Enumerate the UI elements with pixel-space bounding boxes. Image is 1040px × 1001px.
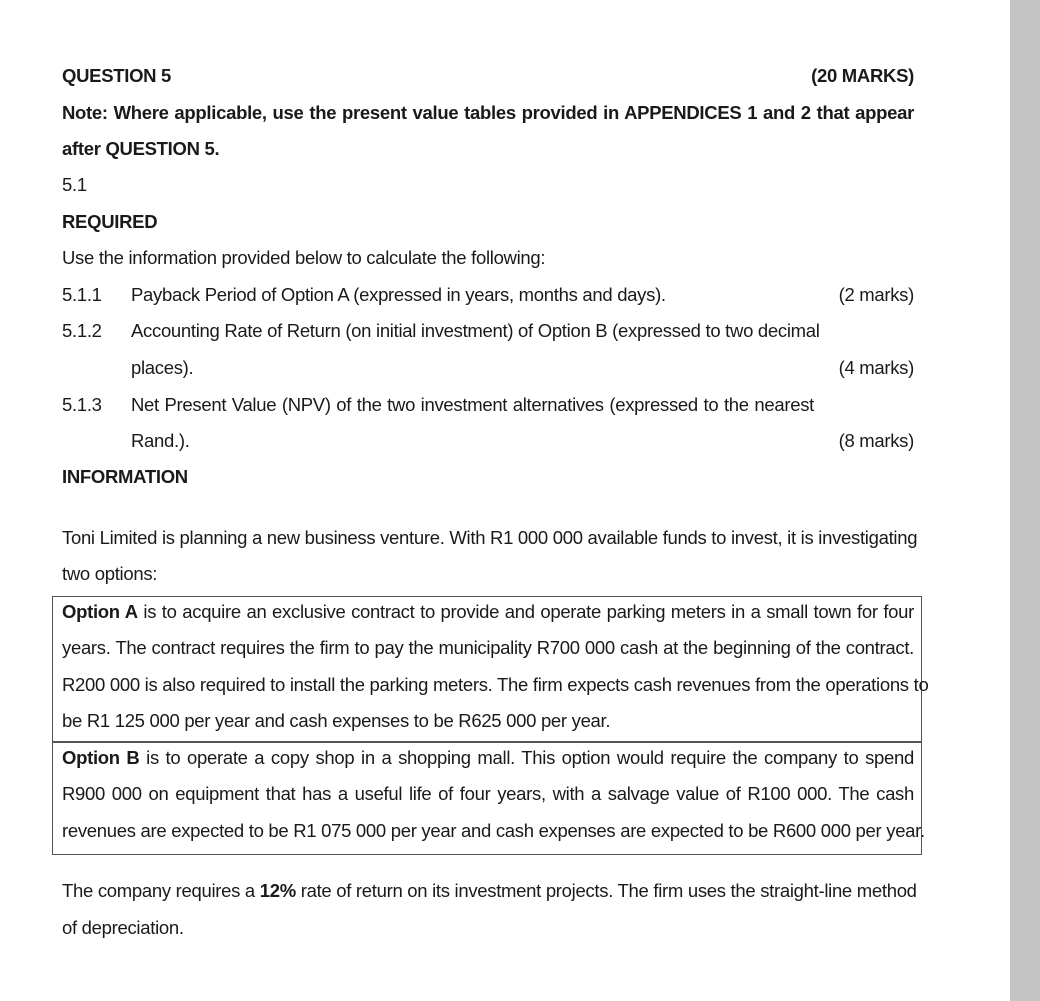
option-b-line-3: revenues are expected to be R1 075 000 per year and cash expenses are expected to be R600 000 per year. <box>62 820 925 841</box>
item-text: Accounting Rate of Return (on initial investment) of Option B (expressed to two decimal <box>131 320 820 341</box>
information-heading: INFORMATION <box>62 466 188 487</box>
closing-line-1 <box>62 879 917 903</box>
option-b-label: Option B <box>62 747 140 768</box>
item-text-continued: Rand.). <box>131 430 190 451</box>
intro-line-1: Toni Limited is planning a new business venture. With R1 000 000 available funds to invest, it is investigating <box>62 527 918 548</box>
required-item-5-1-3 <box>62 393 914 417</box>
option-a-line-3: R200 000 is also required to install the parking meters. The firm expects cash revenues from the operations to <box>62 674 929 695</box>
option-a-line-4: be R1 125 000 per year and cash expenses to be R625 000 per year. <box>62 710 611 731</box>
vertical-scrollbar[interactable] <box>1010 0 1040 1001</box>
question-marks: (20 MARKS) <box>811 65 914 86</box>
closing-text-start: The company requires a <box>62 880 260 901</box>
option-b-line-2: R900 000 on equipment that has a useful life of four years, with a salvage value of R100 000. The cash <box>62 783 914 804</box>
required-item-5-1-1 <box>62 283 914 307</box>
item-text: Payback Period of Option A (expressed in years, months and days). <box>131 284 666 305</box>
option-a-box <box>52 596 929 743</box>
required-rate: 12% <box>259 880 296 901</box>
item-text-continued: places). <box>131 357 194 378</box>
item-number: 5.1.1 <box>62 284 102 305</box>
option-a-label: Option A <box>62 601 138 622</box>
option-a-line-2: years. The contract requires the firm to pay the municipality R700 000 cash at the beginning of the contract. <box>62 637 914 658</box>
note-line-2: after QUESTION 5. <box>62 138 220 159</box>
required-item-5-1-2-continued <box>62 356 914 380</box>
required-item-5-1-3-continued <box>62 429 914 453</box>
section-number: 5.1 <box>62 174 87 195</box>
instruction-text: Use the information provided below to calculate the following: <box>62 247 546 268</box>
item-number: 5.1.2 <box>62 320 102 341</box>
intro-line-2: two options: <box>62 563 158 584</box>
item-marks: (8 marks) <box>838 430 914 451</box>
required-item-5-1-2 <box>62 319 914 343</box>
note-line-1: Note: Where applicable, use the present value tables provided in APPENDICES 1 and 2 that appear <box>62 102 914 123</box>
required-heading: REQUIRED <box>62 211 158 232</box>
option-a-text: is to acquire an exclusive contract to provide and operate parking meters in a small town for four <box>137 601 914 622</box>
item-marks: (4 marks) <box>838 357 914 378</box>
question-title: QUESTION 5 <box>62 65 172 86</box>
closing-text-end: rate of return on its investment projects. The firm uses the straight-line method <box>295 880 917 901</box>
closing-line-2: of depreciation. <box>62 917 184 938</box>
option-b-text: is to operate a copy shop in a shopping mall. This option would require the company to spend <box>139 747 914 768</box>
option-a-line-1 <box>62 600 914 624</box>
item-marks: (2 marks) <box>838 284 914 305</box>
item-number: 5.1.3 <box>62 394 102 415</box>
option-b-box <box>52 741 925 855</box>
question-header <box>62 64 914 88</box>
option-b-line-1 <box>62 746 914 770</box>
item-text: Net Present Value (NPV) of the two investment alternatives (expressed to the nearest <box>131 394 814 415</box>
